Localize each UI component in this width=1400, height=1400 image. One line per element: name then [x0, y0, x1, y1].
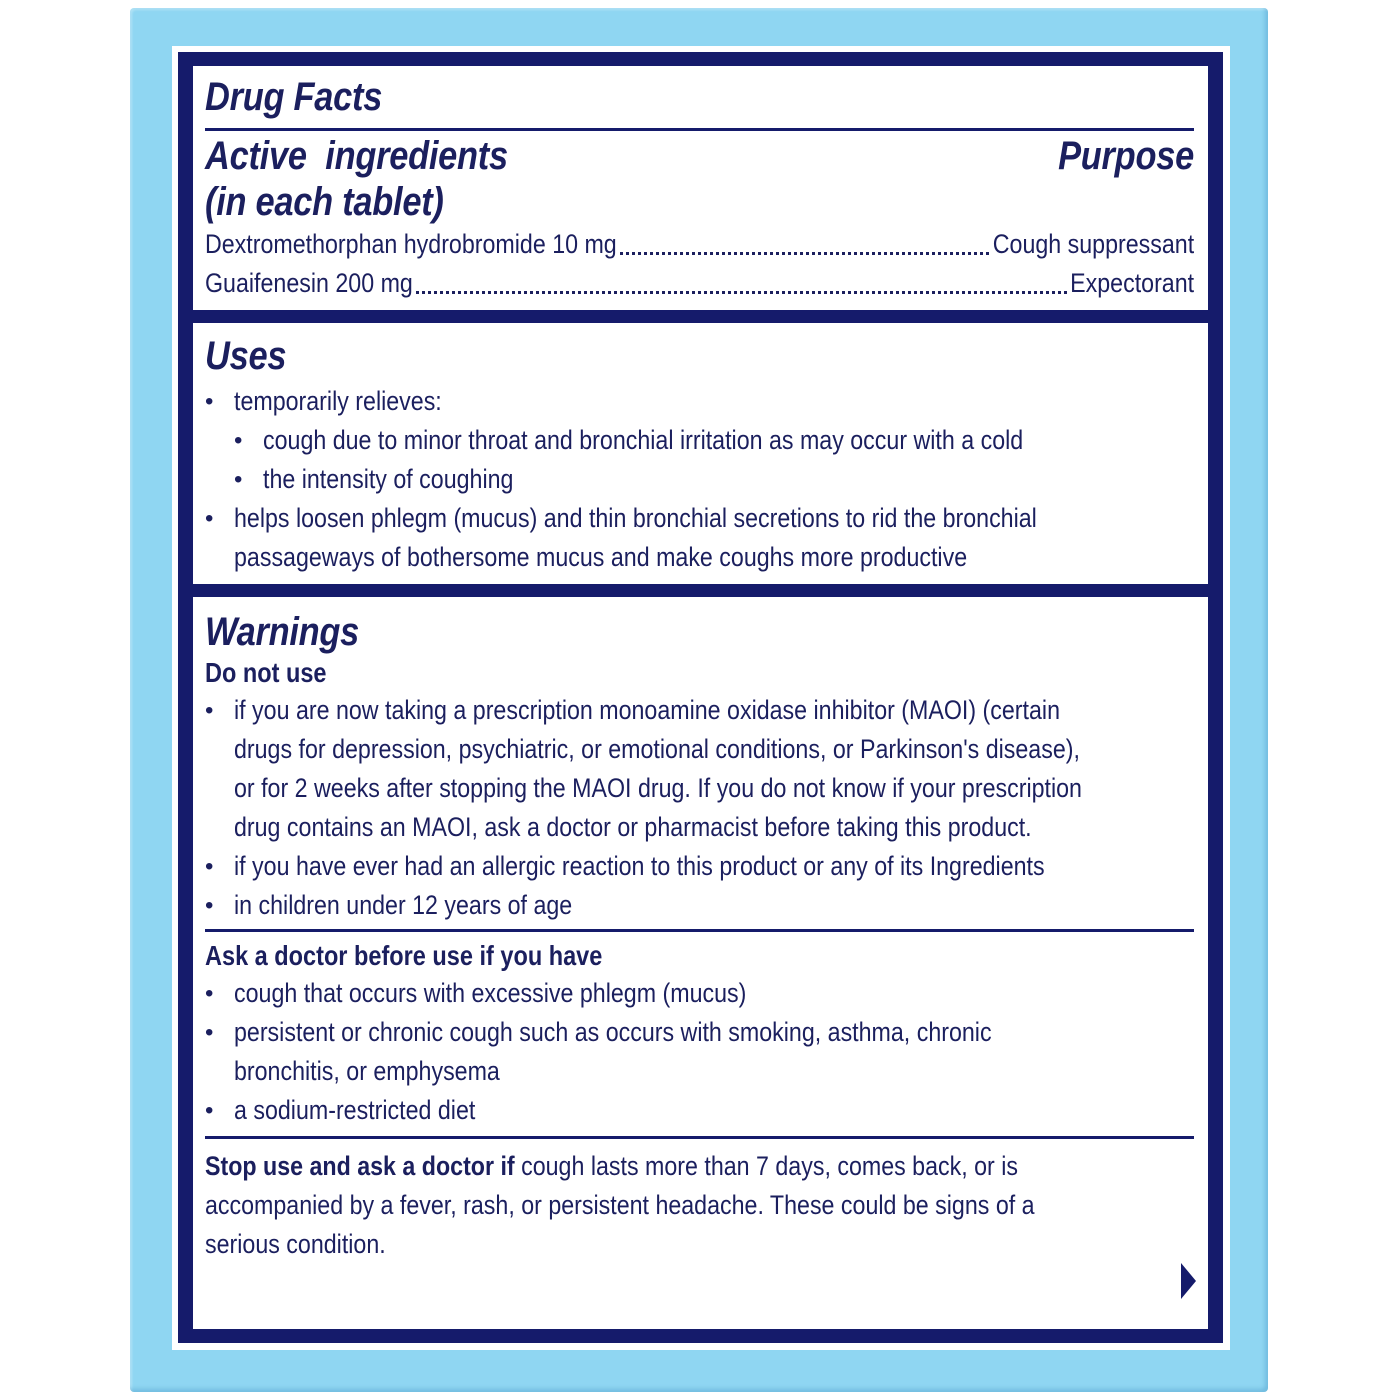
- uses-item-continuation: passageways of bothersome mucus and make coughs more productive: [234, 542, 968, 572]
- ask-doctor-item-continuation: bronchitis, or emphysema: [234, 1056, 500, 1086]
- uses-item: • temporarily relieves:: [205, 382, 1194, 421]
- stop-use-paragraph: Stop use and ask a doctor if cough lasts more than 7 days, comes back, or is accompanied by a fever, rash, or persistent headache. These could be signs of a serious condition.: [205, 1151, 1035, 1259]
- ask-doctor-item: • a sodium-restricted diet: [205, 1091, 1194, 1130]
- uses-subitem: • cough due to minor throat and bronchial irritation as may occur with a cold: [205, 421, 1194, 460]
- warning-item-continuation: or for 2 weeks after stopping the MAOI drug. If you do not know if your prescription: [234, 773, 1082, 803]
- uses-box: [193, 323, 1208, 584]
- warning-item: • in children under 12 years of age: [205, 886, 1194, 925]
- uses-item: • helps loosen phlegm (mucus) and thin bronchial secretions to rid the bronchial: [205, 499, 1194, 538]
- section-rule: [205, 929, 1194, 932]
- continued-arrow-icon: [1181, 1263, 1196, 1299]
- ask-doctor-heading: Ask a doctor before use if you have: [205, 940, 603, 971]
- ingredient-purpose: Cough suppressant: [991, 225, 1194, 264]
- drug-facts-label: [178, 52, 1223, 1343]
- uses-subitem: • the intensity of coughing: [205, 460, 1194, 499]
- ingredient-name: Guaifenesin 200 mg: [205, 264, 415, 303]
- warning-item: • if you have ever had an allergic reaction to this product or any of its Ingredients: [205, 847, 1194, 886]
- warning-item-continuation: drugs for depression, psychiatric, or emotional conditions, or Parkinson's disease),: [234, 734, 1080, 764]
- ingredient-purpose: Expectorant: [1068, 264, 1194, 303]
- ask-doctor-item: • cough that occurs with excessive phlegm (mucus): [205, 974, 1194, 1013]
- active-ingredients-header-row: [205, 133, 1194, 179]
- section-rule: [205, 1136, 1194, 1139]
- drug-facts-title: Drug Facts: [205, 75, 383, 119]
- do-not-use-heading: Do not use: [205, 657, 327, 688]
- ingredient-row: [205, 264, 1194, 303]
- stop-use-heading: Stop use and ask a doctor if: [205, 1151, 515, 1181]
- ask-doctor-item: • persistent or chronic cough such as occurs with smoking, asthma, chronic: [205, 1013, 1194, 1052]
- warnings-heading: Warnings: [205, 610, 360, 654]
- purpose-heading: Purpose: [1058, 134, 1194, 178]
- in-each-tablet-subheading: (in each tablet): [205, 180, 444, 224]
- title-rule: [205, 128, 1194, 131]
- uses-heading: Uses: [205, 334, 287, 378]
- active-ingredients-heading: Active ingredients: [205, 134, 508, 178]
- ingredient-name: Dextromethorphan hydrobromide 10 mg: [205, 225, 618, 264]
- warning-item-continuation: drug contains an MAOI, ask a doctor or pharmacist before taking this product.: [234, 812, 1032, 842]
- warning-item: • if you are now taking a prescription monoamine oxidase inhibitor (MAOI) (certain: [205, 691, 1194, 730]
- ingredient-row: [205, 225, 1194, 264]
- warnings-box: [193, 597, 1208, 1329]
- active-ingredients-box: [193, 66, 1208, 310]
